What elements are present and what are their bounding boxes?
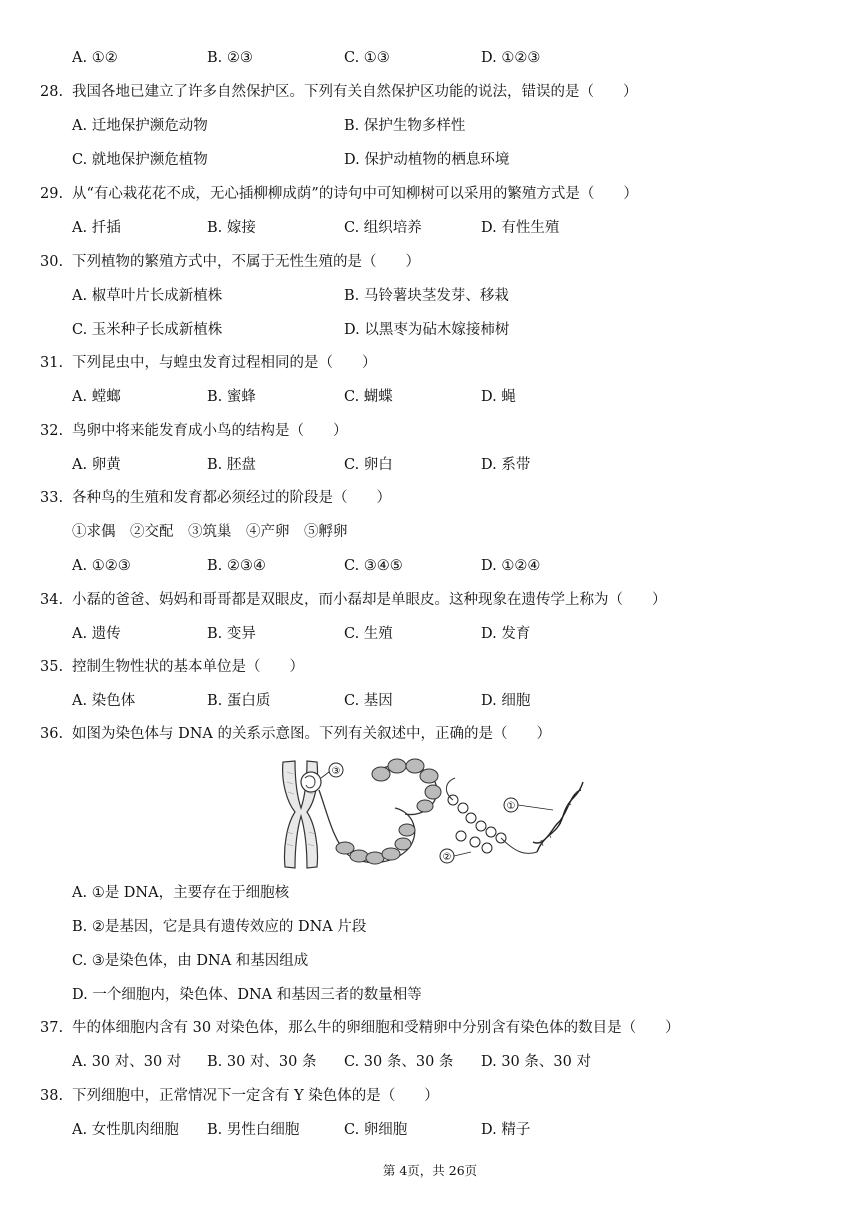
q27-option-d: D. ①②③ bbox=[481, 50, 541, 66]
q29-option-b: B. 嫁接 bbox=[207, 220, 256, 236]
label-3-leader bbox=[321, 772, 329, 778]
q38-option-d: D. 精子 bbox=[481, 1122, 531, 1138]
q38-option-b: B. 男性白细胞 bbox=[207, 1122, 300, 1138]
q36-number: 36. bbox=[40, 726, 64, 742]
q35-option-d: D. 细胞 bbox=[481, 693, 531, 709]
q37-option-d: D. 30 条、30 对 bbox=[481, 1054, 591, 1070]
q36-option-a: A. ①是 DNA，主要存在于细胞核 bbox=[72, 885, 290, 901]
q30-option-d: D. 以黑枣为砧木嫁接柿树 bbox=[344, 322, 510, 338]
q37-option-b: B. 30 对、30 条 bbox=[207, 1054, 317, 1070]
q34-option-c: C. 生殖 bbox=[344, 626, 393, 642]
q32-option-d: D. 系带 bbox=[481, 457, 531, 473]
q28-stem: 我国各地已建立了许多自然保护区。下列有关自然保护区功能的说法，错误的是（ ） bbox=[72, 84, 638, 100]
q32-stem: 鸟卵中将来能发育成小鸟的结构是（ ） bbox=[72, 423, 348, 439]
label-2-leader bbox=[454, 852, 471, 856]
label-3: ③ bbox=[331, 766, 341, 777]
q30-option-b: B. 马铃薯块茎发芽、移栽 bbox=[344, 288, 509, 304]
q35-option-c: C. 基因 bbox=[344, 693, 393, 709]
q31-stem: 下列昆虫中，与蝗虫发育过程相同的是（ ） bbox=[72, 355, 377, 371]
q32-number: 32. bbox=[40, 423, 64, 439]
q33-option-c: C. ③④⑤ bbox=[344, 558, 403, 574]
q35-option-b: B. 蛋白质 bbox=[207, 693, 271, 709]
q34-option-a: A. 遗传 bbox=[72, 626, 121, 642]
q33-number: 33. bbox=[40, 490, 64, 506]
q30-option-a: A. 椒草叶片长成新植株 bbox=[72, 288, 223, 304]
q35-stem: 控制生物性状的基本单位是（ ） bbox=[72, 659, 304, 675]
chromosome-dna-diagram bbox=[275, 752, 590, 874]
chromosome-dna-illustration bbox=[275, 752, 590, 874]
q28-option-b: B. 保护生物多样性 bbox=[344, 118, 466, 134]
q38-option-c: C. 卵细胞 bbox=[344, 1122, 408, 1138]
q28-option-a: A. 迁地保护濒危动物 bbox=[72, 118, 208, 134]
q31-option-d: D. 蝇 bbox=[481, 389, 516, 405]
dna-thread bbox=[501, 838, 537, 853]
q33-stem: 各种鸟的生殖和发育都必须经过的阶段是（ ） bbox=[72, 490, 391, 506]
q30-number: 30. bbox=[40, 254, 64, 270]
q29-option-a: A. 扦插 bbox=[72, 220, 121, 236]
q30-option-c: C. 玉米种子长成新植株 bbox=[72, 322, 223, 338]
q32-option-c: C. 卵白 bbox=[344, 457, 393, 473]
q37-number: 37. bbox=[40, 1020, 64, 1036]
q38-stem: 下列细胞中，正常情况下一定含有 Y 染色体的是（ ） bbox=[72, 1088, 439, 1104]
label-2: ② bbox=[442, 852, 452, 863]
q28-option-c: C. 就地保护濒危植物 bbox=[72, 152, 208, 168]
q31-option-b: B. 蜜蜂 bbox=[207, 389, 256, 405]
q35-number: 35. bbox=[40, 659, 64, 675]
q28-number: 28. bbox=[40, 84, 64, 100]
q38-option-a: A. 女性肌肉细胞 bbox=[72, 1122, 179, 1138]
q32-option-b: B. 胚盘 bbox=[207, 457, 256, 473]
q32-option-a: A. 卵黄 bbox=[72, 457, 121, 473]
q27-option-a: A. ①② bbox=[72, 50, 118, 66]
page-footer: 第 4页，共 26页 bbox=[382, 1163, 478, 1178]
q31-option-c: C. 蝴蝶 bbox=[344, 389, 393, 405]
dna-double-helix bbox=[533, 782, 583, 852]
q36-option-c: C. ③是染色体，由 DNA 和基因组成 bbox=[72, 953, 309, 969]
q38-number: 38. bbox=[40, 1088, 64, 1104]
q33-option-b: B. ②③④ bbox=[207, 558, 266, 574]
q33-choices: ①求偶 ②交配 ③筑巢 ④产卵 ⑤孵卵 bbox=[72, 524, 348, 540]
supercoil bbox=[336, 759, 441, 864]
q36-option-b: B. ②是基因，它是具有遗传效应的 DNA 片段 bbox=[72, 919, 367, 935]
q33-option-a: A. ①②③ bbox=[72, 558, 131, 574]
q30-stem: 下列植物的繁殖方式中，不属于无性生殖的是（ ） bbox=[72, 254, 420, 270]
label-1-leader bbox=[518, 805, 553, 810]
label-1: ① bbox=[506, 801, 516, 812]
q34-number: 34. bbox=[40, 592, 64, 608]
q34-option-b: B. 变异 bbox=[207, 626, 256, 642]
q31-number: 31. bbox=[40, 355, 64, 371]
q37-stem: 牛的体细胞内含有 30 对染色体，那么牛的卵细胞和受精卵中分别含有染色体的数目是（ ） bbox=[72, 1020, 680, 1036]
zoom-circle bbox=[301, 772, 321, 792]
q29-option-d: D. 有性生殖 bbox=[481, 220, 560, 236]
nucleosomes bbox=[448, 795, 506, 853]
q36-option-d: D. 一个细胞内，染色体、DNA 和基因三者的数量相等 bbox=[72, 987, 422, 1003]
q35-option-a: A. 染色体 bbox=[72, 693, 136, 709]
q28-option-d: D. 保护动植物的栖息环境 bbox=[344, 152, 510, 168]
q29-option-c: C. 组织培养 bbox=[344, 220, 422, 236]
q37-option-c: C. 30 条、30 条 bbox=[344, 1054, 454, 1070]
q36-stem: 如图为染色体与 DNA 的关系示意图。下列有关叙述中，正确的是（ ） bbox=[72, 726, 551, 742]
q27-option-c: C. ①③ bbox=[344, 50, 390, 66]
q27-option-b: B. ②③ bbox=[207, 50, 253, 66]
q29-number: 29. bbox=[40, 186, 64, 202]
q37-option-a: A. 30 对、30 对 bbox=[72, 1054, 182, 1070]
q34-option-d: D. 发育 bbox=[481, 626, 531, 642]
q31-option-a: A. 螳螂 bbox=[72, 389, 121, 405]
q33-option-d: D. ①②④ bbox=[481, 558, 541, 574]
q29-stem: 从“有心栽花花不成，无心插柳柳成荫”的诗句中可知柳树可以采用的繁殖方式是（ ） bbox=[72, 186, 638, 202]
q34-stem: 小磊的爸爸、妈妈和哥哥都是双眼皮，而小磊却是单眼皮。这种现象在遗传学上称为（ ） bbox=[72, 592, 667, 608]
